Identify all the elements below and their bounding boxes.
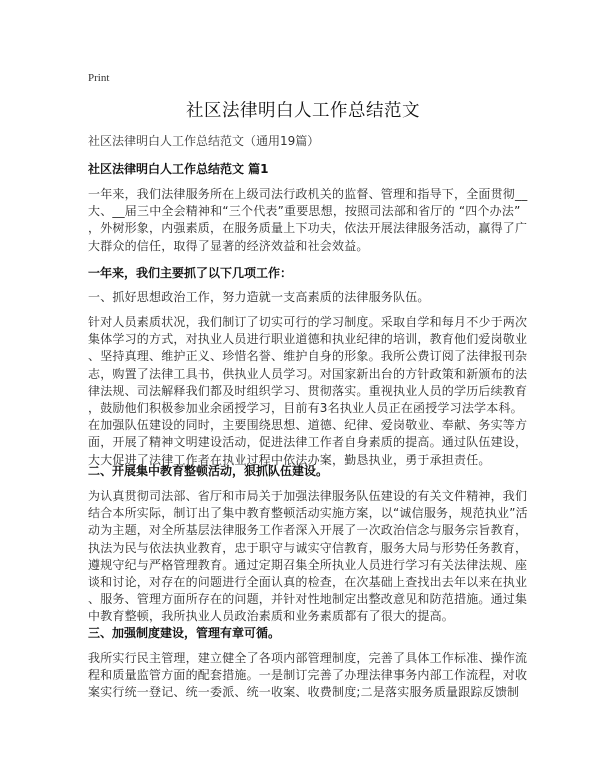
- item1-line: 针对人员素质状况，我们制订了切实可行的学习制度。采取自学和每月不少于两次: [88, 315, 528, 329]
- item3-line: 程和质量监管方面的配套措施。一是制订完善了办理法律事务内部工作流程，对收: [88, 668, 528, 683]
- item1-line: 面，开展了精神文明建设活动，促进法律工作者自身素质的提高。通过队伍建设，: [88, 435, 528, 450]
- print-label: Print: [88, 72, 110, 84]
- item2-line: 遵规守纪与严格管理教育。通过定期召集全所执业人员进行学习有关法律法规、座: [88, 557, 528, 572]
- item1-line: 大大促进了法律工作者在执业过程中依法办案，勤恳执业，勇于承担责任。: [88, 452, 491, 467]
- item1-line: 律法规、司法解释我们都及时组织学习、贯彻落实。重视执业人员的学历后续教育: [88, 383, 528, 398]
- intro-line: 一年来，我们法律服务所在上级司法行政机关的监督、管理和指导下，全面贯彻__: [88, 187, 528, 201]
- item2-paragraph: [88, 488, 528, 626]
- item1-line: ，鼓励他们积极参加业余函授学习，目前有3名执业人员正在函授学习法学本科。: [88, 401, 523, 416]
- intro-line: 大、__届三中全会精神和“三个代表”重要思想，按照司法部和省厅的 “四个办法”: [88, 204, 521, 219]
- item2-line: 为认真贯彻司法部、省厅和市局关于加强法律服务队伍建设的有关文件精神，我们: [88, 489, 528, 503]
- item3-line: 案实行统一登记、统一委派、统一收案、收费制度;二是落实服务质量跟踪反馈制: [88, 685, 520, 700]
- item2-heading: 二、开展集中教育整顿活动，狠抓队伍建设。: [88, 464, 329, 478]
- item2-line: 结合本所实际，制订出了集中教育整顿活动实施方案，以“诚信服务，规范执业”活: [88, 506, 528, 521]
- item3-line: 我所实行民主管理，建立健全了各项内部管理制度，完善了具体工作标准、操作流: [88, 651, 528, 665]
- item2-line: 、服务、管理方面所存在的问题，并针对性地制定出整改意见和防范措施。通过集: [88, 592, 528, 607]
- item3-paragraph: [88, 650, 528, 702]
- item2-line: 动为主题，对全所基层法律服务工作者深入开展了一次政治信念与服务宗旨教育，: [88, 523, 528, 538]
- item1-paragraph: [88, 314, 528, 469]
- intro-line: ，外树形象，内强素质，在服务质量上下功夫，依法开展法律服务活动，赢得了广: [88, 221, 528, 236]
- work-heading: 一年来，我们主要抓了以下几项工作：: [88, 266, 293, 280]
- intro-paragraph: [88, 186, 528, 255]
- item3-heading: 三、加强制度建设，管理有章可循。: [88, 626, 281, 640]
- item2-line: 执法为民与依法执业教育，忠于职守与诚实守信教育，服务大局与形势任务教育，: [88, 540, 528, 555]
- item1-line: 、坚持真理、维护正义、珍惜名誉、维护自身的形象。我所公费订阅了法律报刊杂: [88, 349, 528, 364]
- item1-line: 集体学习的方式，对执业人员进行职业道德和执业纪律的培训，教育他们爱岗敬业: [88, 332, 528, 347]
- section-heading: 社区法律明白人工作总结范文 篇1: [88, 162, 269, 176]
- item2-line: 谈和讨论，对存在的问题进行全面认真的检查，在次基础上查找出去年以来在执业: [88, 575, 528, 590]
- item2-line: 中教育整顿，我所执业人员政治素质和业务素质都有了很大的提高。: [88, 609, 455, 624]
- item1-line: 在加强队伍建设的同时，主要围绕思想、道德、纪律、爱岗敬业、奉献、务实等方: [88, 418, 528, 433]
- item1-heading: [88, 289, 520, 306]
- document-subtitle: 社区法律明白人工作总结范文（通用19篇）: [88, 134, 320, 148]
- document-title: 社区法律明白人工作总结范文: [186, 101, 420, 121]
- item1-heading-text: 一、抓好思想政治工作，努力造就一支高素质的法律服务队伍。: [88, 290, 430, 304]
- intro-line: 大群众的信任，取得了显著的经济效益和社会效益。: [88, 238, 369, 253]
- item1-line: 志，购置了法律工具书，供执业人员学习。对国家新出台的方针政策和新颁布的法: [88, 366, 528, 381]
